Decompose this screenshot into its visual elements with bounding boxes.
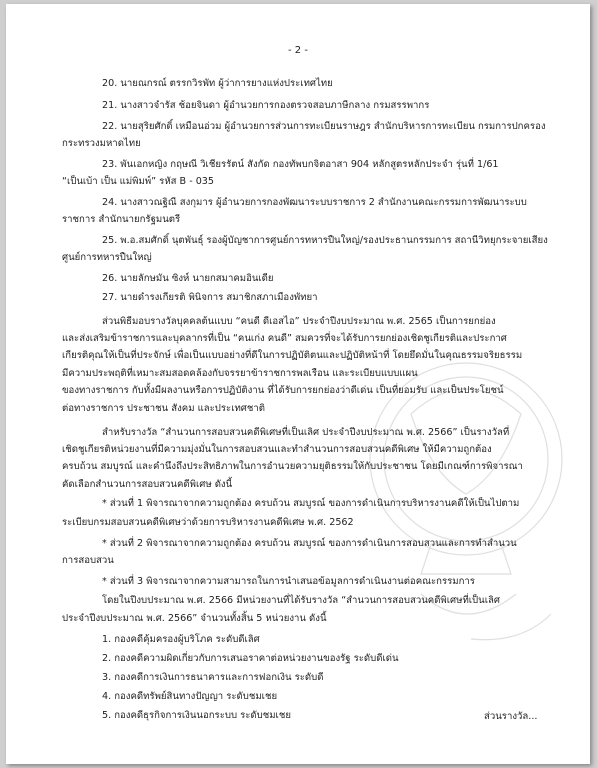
paragraph-line: ครบถ้วน สมบูรณ์ และคำนึงถึงประสิทธิภาพในการอำนวยความยุติธรรมให้กับประชาชน โดยมีเกณฑ์การพิจารณา xyxy=(62,461,523,472)
paragraph-line: ส่วนพิธีมอบรางวัลบุคคลต้นแบบ “คนดี ดีเอสไอ” ประจำปีงบประมาณ พ.ศ. 2565 เป็นการยกย่อง xyxy=(102,316,496,327)
list-item: 22. นายสุริยศักดิ์ เหมือนอ่วม ผู้อำนวยการส่วนการทะเบียนราษฎร สำนักบริหารการทะเบียน กรมการปกครอง xyxy=(102,121,546,132)
criteria-line: * ส่วนที่ 1 พิจารณาจากความถูกต้อง ครบถ้วน สมบูรณ์ ของการดำเนินการบริหารงานคดีให้เป็นไปตาม xyxy=(102,498,520,509)
paragraph-line: เชิดชูเกียรติหน่วยงานที่มีความมุ่งมั่นในการสอบสวนและทำสำนวนการสอบสวนคดีพิเศษ ให้มีความถูกต้อง xyxy=(62,444,492,455)
paragraph-line: เกียรติคุณให้เป็นที่ประจักษ์ เพื่อเป็นแบบอย่างที่ดีในการปฏิบัติตนและปฏิบัติหน้าที่ โดยยึดมั่นในคุณธรรมจริยธรรม xyxy=(62,350,523,361)
list-item-continued: ราชการ สำนักนายกรัฐมนตรี xyxy=(62,214,181,225)
list-item-continued: กระทรวงมหาดไทย xyxy=(62,138,141,149)
paragraph-line: โดยในปีงบประมาณ พ.ศ. 2566 มีหน่วยงานที่ได้รับรางวัล “สำนวนการสอบสวนคดีพิเศษที่เป็นเลิศ xyxy=(102,595,500,606)
page-number: - 2 - xyxy=(288,45,308,56)
list-item-continued: ศูนย์การทหารปืนใหญ่ xyxy=(62,252,152,263)
paragraph-line: ประจำปีงบประมาณ พ.ศ. 2566” จำนวนทั้งสิ้น 5 หน่วยงาน ดังนี้ xyxy=(62,613,327,624)
winner-item: 5. กองคดีธุรกิจการเงินนอกระบบ ระดับชมเชย xyxy=(102,710,291,721)
list-item: 21. นางสาวจำรัส ช้อยจินดา ผู้อำนวยการกองตรวจสอบภาษีกลาง กรมสรรพากร xyxy=(102,100,430,111)
paragraph-line: คัดเลือกสำนวนการสอบสวนคดีพิเศษ ดังนี้ xyxy=(62,479,233,490)
list-item: 24. นางสาวณฐิณี สงกุมาร ผู้อำนวยการกองพัฒนาระบบราชการ 2 สำนักงานคณะกรรมการพัฒนาระบบ xyxy=(102,197,527,208)
list-item: 27. นายดำรงเกียรติ พินิจการ สมาชิกสภาเมืองพัทยา xyxy=(102,292,318,303)
list-item: 25. พ.อ.สมศักดิ์ นุตพันธุ์ รองผู้บัญชาการศูนย์การทหารปืนใหญ่/รองประธานกรรมการ สถานีวิทยุกระจายเสียง xyxy=(102,235,548,246)
paragraph-line: และส่งเสริมข้าราชการและบุคลากรที่เป็น “คนเก่ง คนดี” สมควรที่จะได้รับการยกย่องเชิดชูเกียรติและประกาศ xyxy=(62,333,507,344)
paragraph-line: สำหรับรางวัล “สำนวนการสอบสวนคดีพิเศษที่เป็นเลิศ ประจำปีงบประมาณ พ.ศ. 2566” เป็นรางวัลที่ xyxy=(102,427,510,438)
list-item: 23. พันเอกหญิง กฤษณี วิเชียรรัตน์ สังกัด กองทัพบกจิตอาสา 904 หลักสูตรหลักประจำ รุ่นที่ 1/61 xyxy=(102,159,499,170)
winner-item: 4. กองคดีทรัพย์สินทางปัญญา ระดับชมเชย xyxy=(102,691,278,702)
continuation-note: ส่วนรางวัล... xyxy=(484,711,538,722)
list-item-continued: “เป็นเบ้า เป็น แม่พิมพ์” รหัส B - 035 xyxy=(62,176,215,187)
list-item: 20. นายณกรณ์ ตรรกวิรพัท ผู้ว่าการยางแห่งประเทศไทย xyxy=(102,78,333,89)
winner-item: 1. กองคดีคุ้มครองผู้บริโภค ระดับดีเลิศ xyxy=(102,634,260,645)
criteria-line: ระเบียบกรมสอบสวนคดีพิเศษว่าด้วยการบริหารงานคดีพิเศษ พ.ศ. 2562 xyxy=(62,517,354,528)
winner-item: 2. กองคดีความผิดเกี่ยวกับการเสนอราคาต่อหน่วยงานของรัฐ ระดับดีเด่น xyxy=(102,653,399,664)
criteria-line: * ส่วนที่ 2 พิจารณาจากความถูกต้อง ครบถ้วน สมบูรณ์ ของการดำเนินการสอบสวนและการทำสำนวน xyxy=(102,538,517,549)
criteria-line: การสอบสวน xyxy=(62,555,114,566)
document-body xyxy=(6,4,590,764)
paragraph-line: ของทางราชการ กับทั้งมีผลงานหรือการปฏิบัติงาน ที่ได้รับการยกย่องว่าดีเด่น เป็นที่ยอมรับ และเป็นประโยชน์ xyxy=(62,385,504,396)
paragraph-line: ต่อทางราชการ ประชาชน สังคม และประเทศชาติ xyxy=(62,403,266,414)
criteria-line: * ส่วนที่ 3 พิจารณาจากความสามารถในการนำเสนอข้อมูลการดำเนินงานต่อคณะกรรมการ xyxy=(102,576,475,587)
paragraph-line: มีความประพฤติที่เหมาะสมสอดคล้องกับจรรยาข้าราชการพลเรือน และระเบียบแบบแผน xyxy=(62,368,418,379)
winner-item: 3. กองคดีการเงินการธนาคารและการฟอกเงิน ระดับดี xyxy=(102,672,324,683)
list-item: 26. นายลักษมัน ซิงห์ นายกสมาคมอินเดีย xyxy=(102,273,274,284)
document-page xyxy=(6,4,590,764)
